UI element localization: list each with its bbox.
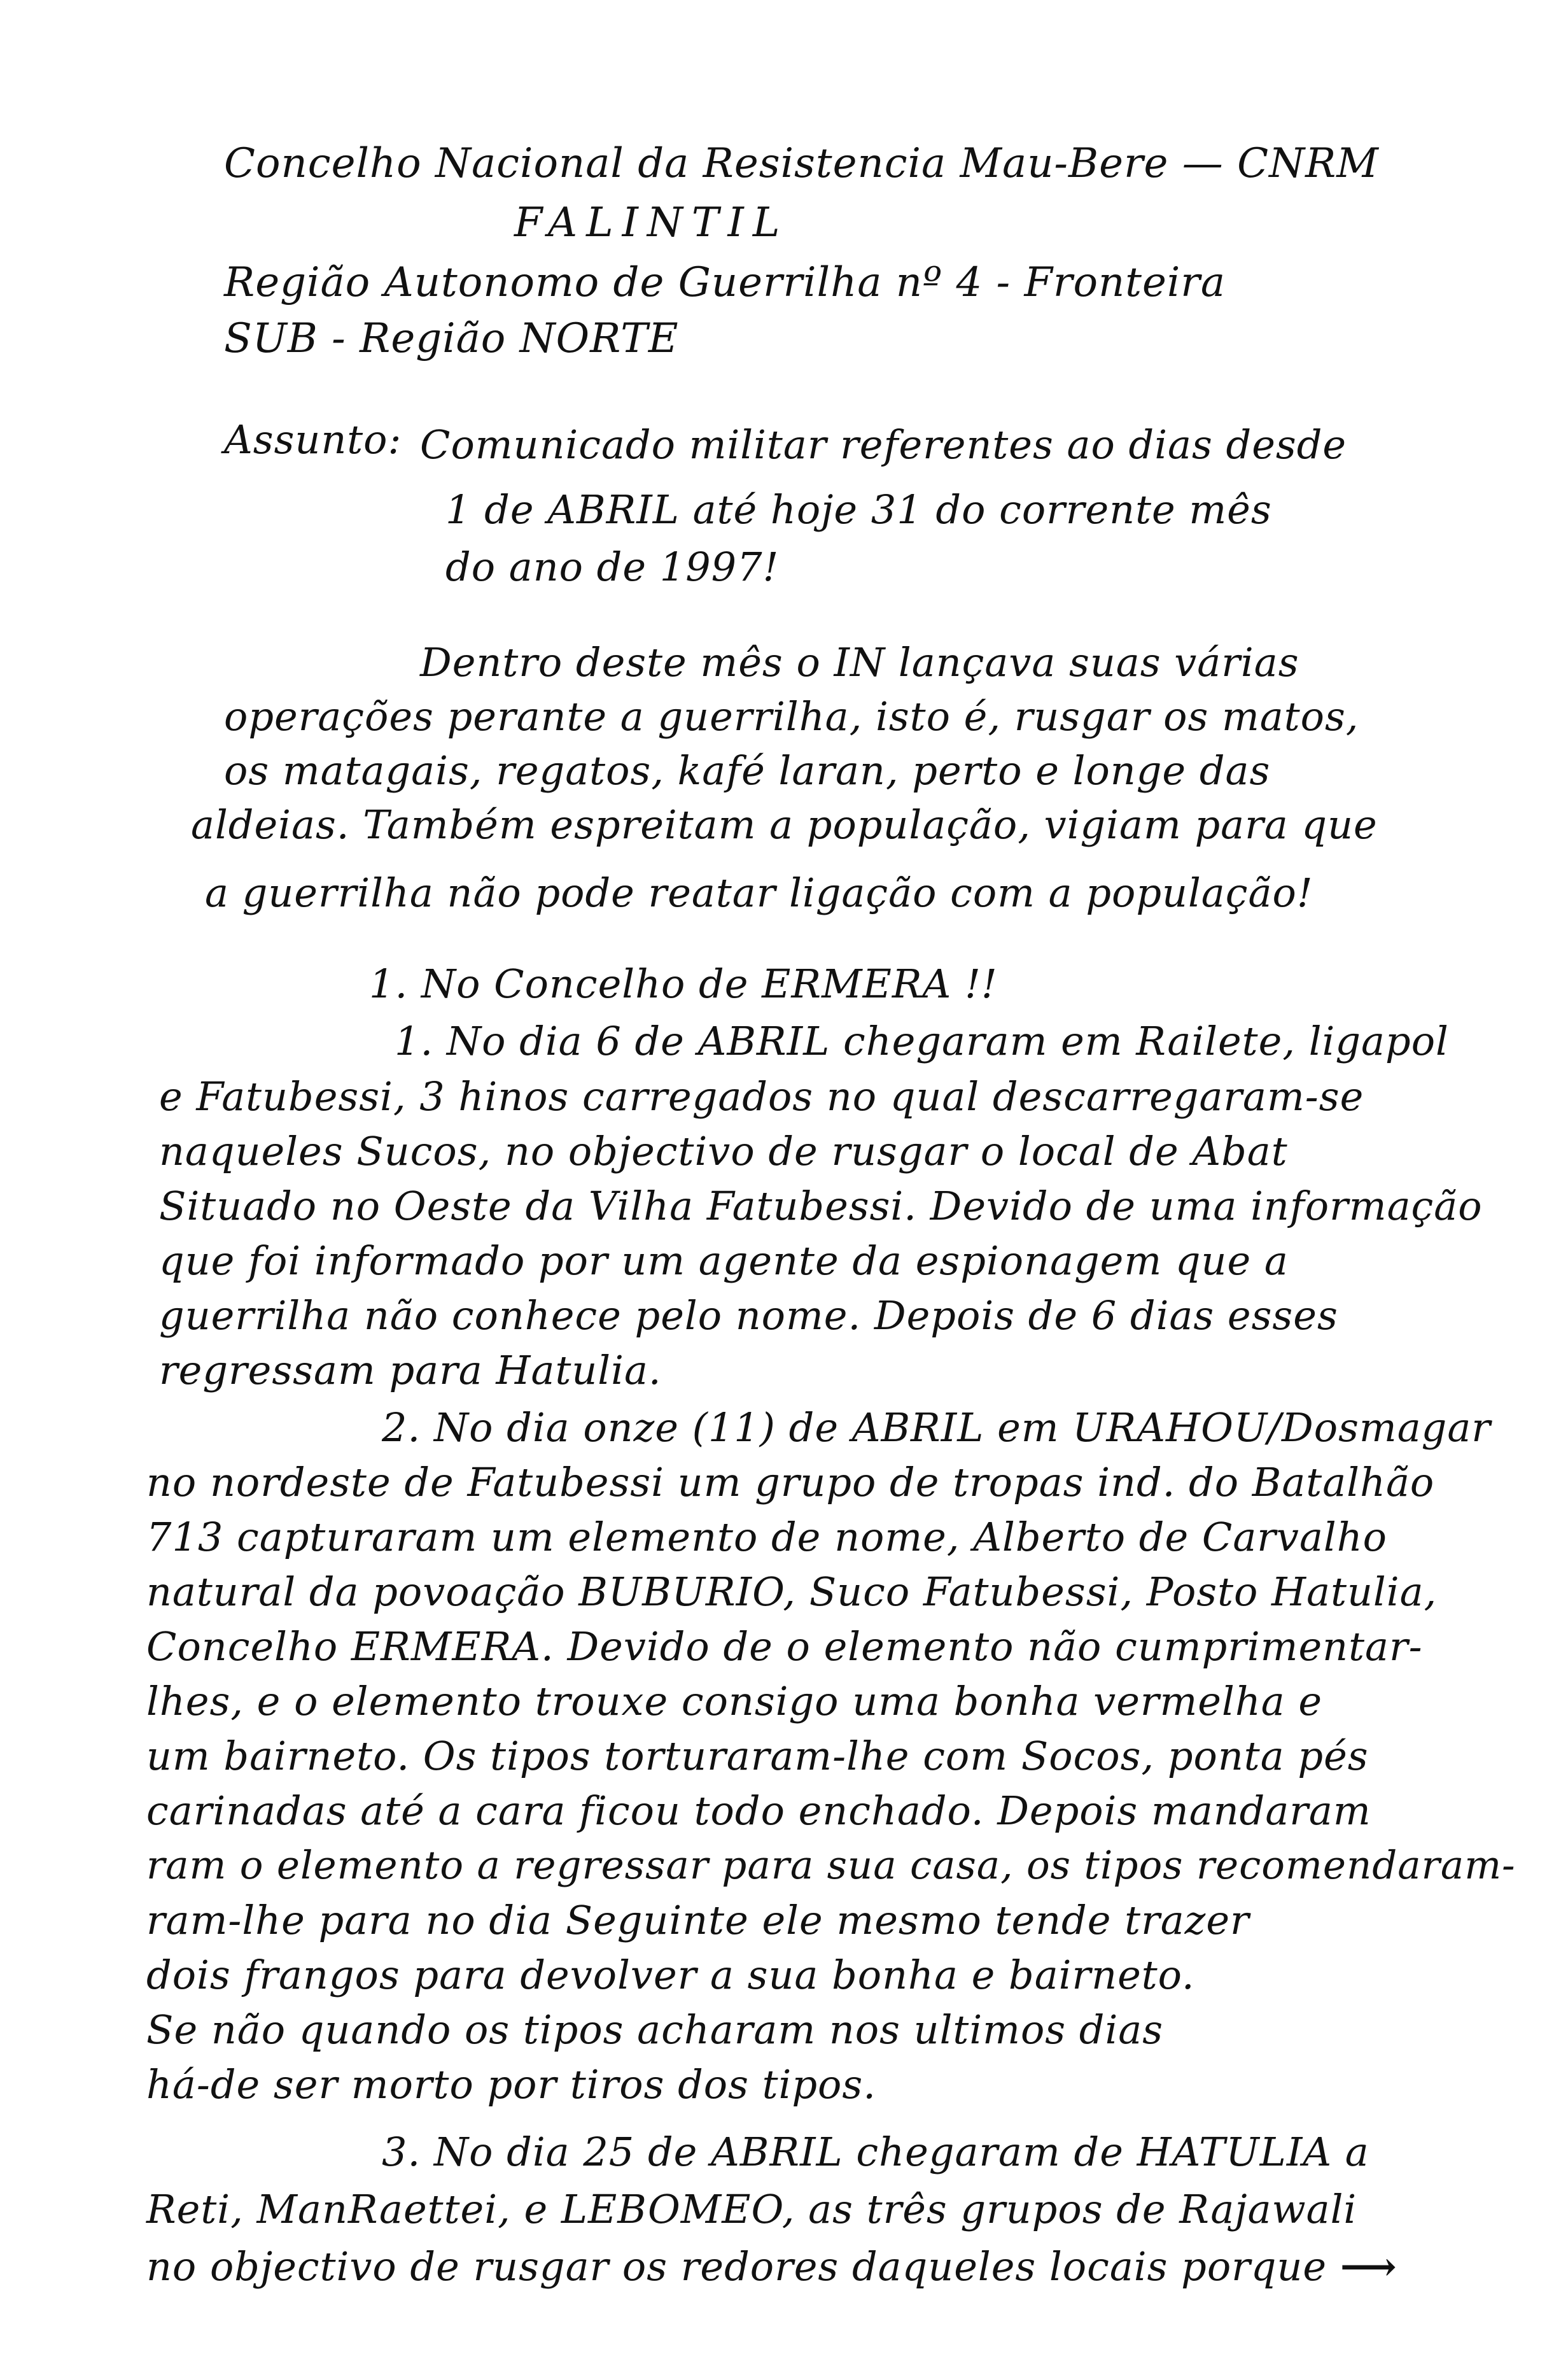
item2-line: no nordeste de Fatubessi um grupo de tropas ind. do Batalhão (146, 1459, 1435, 1505)
item2-line: 2. No dia onze (11) de ABRIL em URAHOU/Dosmagar (382, 1404, 1491, 1451)
item1-line: regressam para Hatulia. (159, 1347, 662, 1393)
item2-line: dois frangos para devolver a sua bonha e bairneto. (146, 1952, 1195, 1998)
header-falintil: FALINTIL (514, 199, 789, 246)
item2-line: ram-lhe para no dia Seguinte ele mesmo tende trazer (146, 1897, 1250, 1943)
item1-line: que foi informado por um agente da espionagem que a (159, 1237, 1289, 1284)
item1-line: e Fatubessi, 3 hinos carregados no qual descarregaram-se (159, 1073, 1364, 1120)
intro-line: a guerrilha não pode reatar ligação com a população! (205, 870, 1313, 916)
intro-line: operações perante a guerrilha, isto é, rusgar os matos, (224, 693, 1359, 740)
intro-line: os matagais, regatos, kafé laran, perto e longe das (224, 747, 1271, 794)
intro-line: aldeias. Também espreitam a população, vigiam para que (191, 801, 1378, 848)
header-org-line: Concelho Nacional da Resistencia Mau-Bere — CNRM (224, 140, 1379, 187)
intro-line: Dentro deste mês o IN lançava suas várias (420, 639, 1299, 686)
item1-line: Situado no Oeste da Vilha Fatubessi. Devido de uma informação (159, 1183, 1483, 1229)
header-subregion-line: SUB - Região NORTE (224, 315, 679, 362)
item2-line: há-de ser morto por tiros dos tipos. (146, 2061, 876, 2108)
item3-line (146, 2243, 1397, 2290)
item2-line: Concelho ERMERA. Devido de o elemento não cumprimentar- (146, 1623, 1423, 1670)
section-title: 1. No Concelho de ERMERA !! (369, 961, 998, 1007)
continuation-arrow-icon: ⟶ (1340, 2243, 1397, 2290)
item1-line: 1. No dia 6 de ABRIL chegaram em Railete, ligapol (395, 1018, 1449, 1064)
item3-line: 3. No dia 25 de ABRIL chegaram de HATULIA a (382, 2129, 1369, 2175)
item2-line: um bairneto. Os tipos torturaram-lhe com Socos, ponta pés (146, 1733, 1369, 1779)
subject-line-2: 1 de ABRIL até hoje 31 do corrente mês (445, 486, 1272, 533)
item1-line: guerrilha não conhece pelo nome. Depois de 6 dias esses (159, 1292, 1338, 1339)
item2-line: ram o elemento a regressar para sua casa, os tipos recomendaram- (146, 1843, 1516, 1888)
subject-line-3: do ano de 1997! (445, 544, 780, 590)
item2-line: carinadas até a cara ficou todo enchado. Depois mandaram (146, 1787, 1371, 1834)
subject-label: Assunto: (224, 416, 402, 463)
item2-line: lhes, e o elemento trouxe consigo uma bonha vermelha e (146, 1678, 1323, 1724)
item1-line: naqueles Sucos, no objectivo de rusgar o local de Abat (159, 1128, 1288, 1174)
item2-line: 713 capturaram um elemento de nome, Alberto de Carvalho (146, 1514, 1387, 1560)
header-region-line: Região Autonomo de Guerrilha nº 4 - Fronteira (224, 259, 1226, 306)
item2-line: Se não quando os tipos acharam nos ultimos dias (146, 2006, 1164, 2053)
item2-line: natural da povoação BUBURIO, Suco Fatubessi, Posto Hatulia, (146, 1568, 1438, 1615)
item3-line: Reti, ManRaettei, e LEBOMEO, as três grupos de Rajawali (146, 2186, 1357, 2232)
item3-last-line-text: no objectivo de rusgar os redores daqueles locais porque (146, 2243, 1327, 2290)
subject-line-1: Comunicado militar referentes ao dias desde (420, 421, 1347, 468)
